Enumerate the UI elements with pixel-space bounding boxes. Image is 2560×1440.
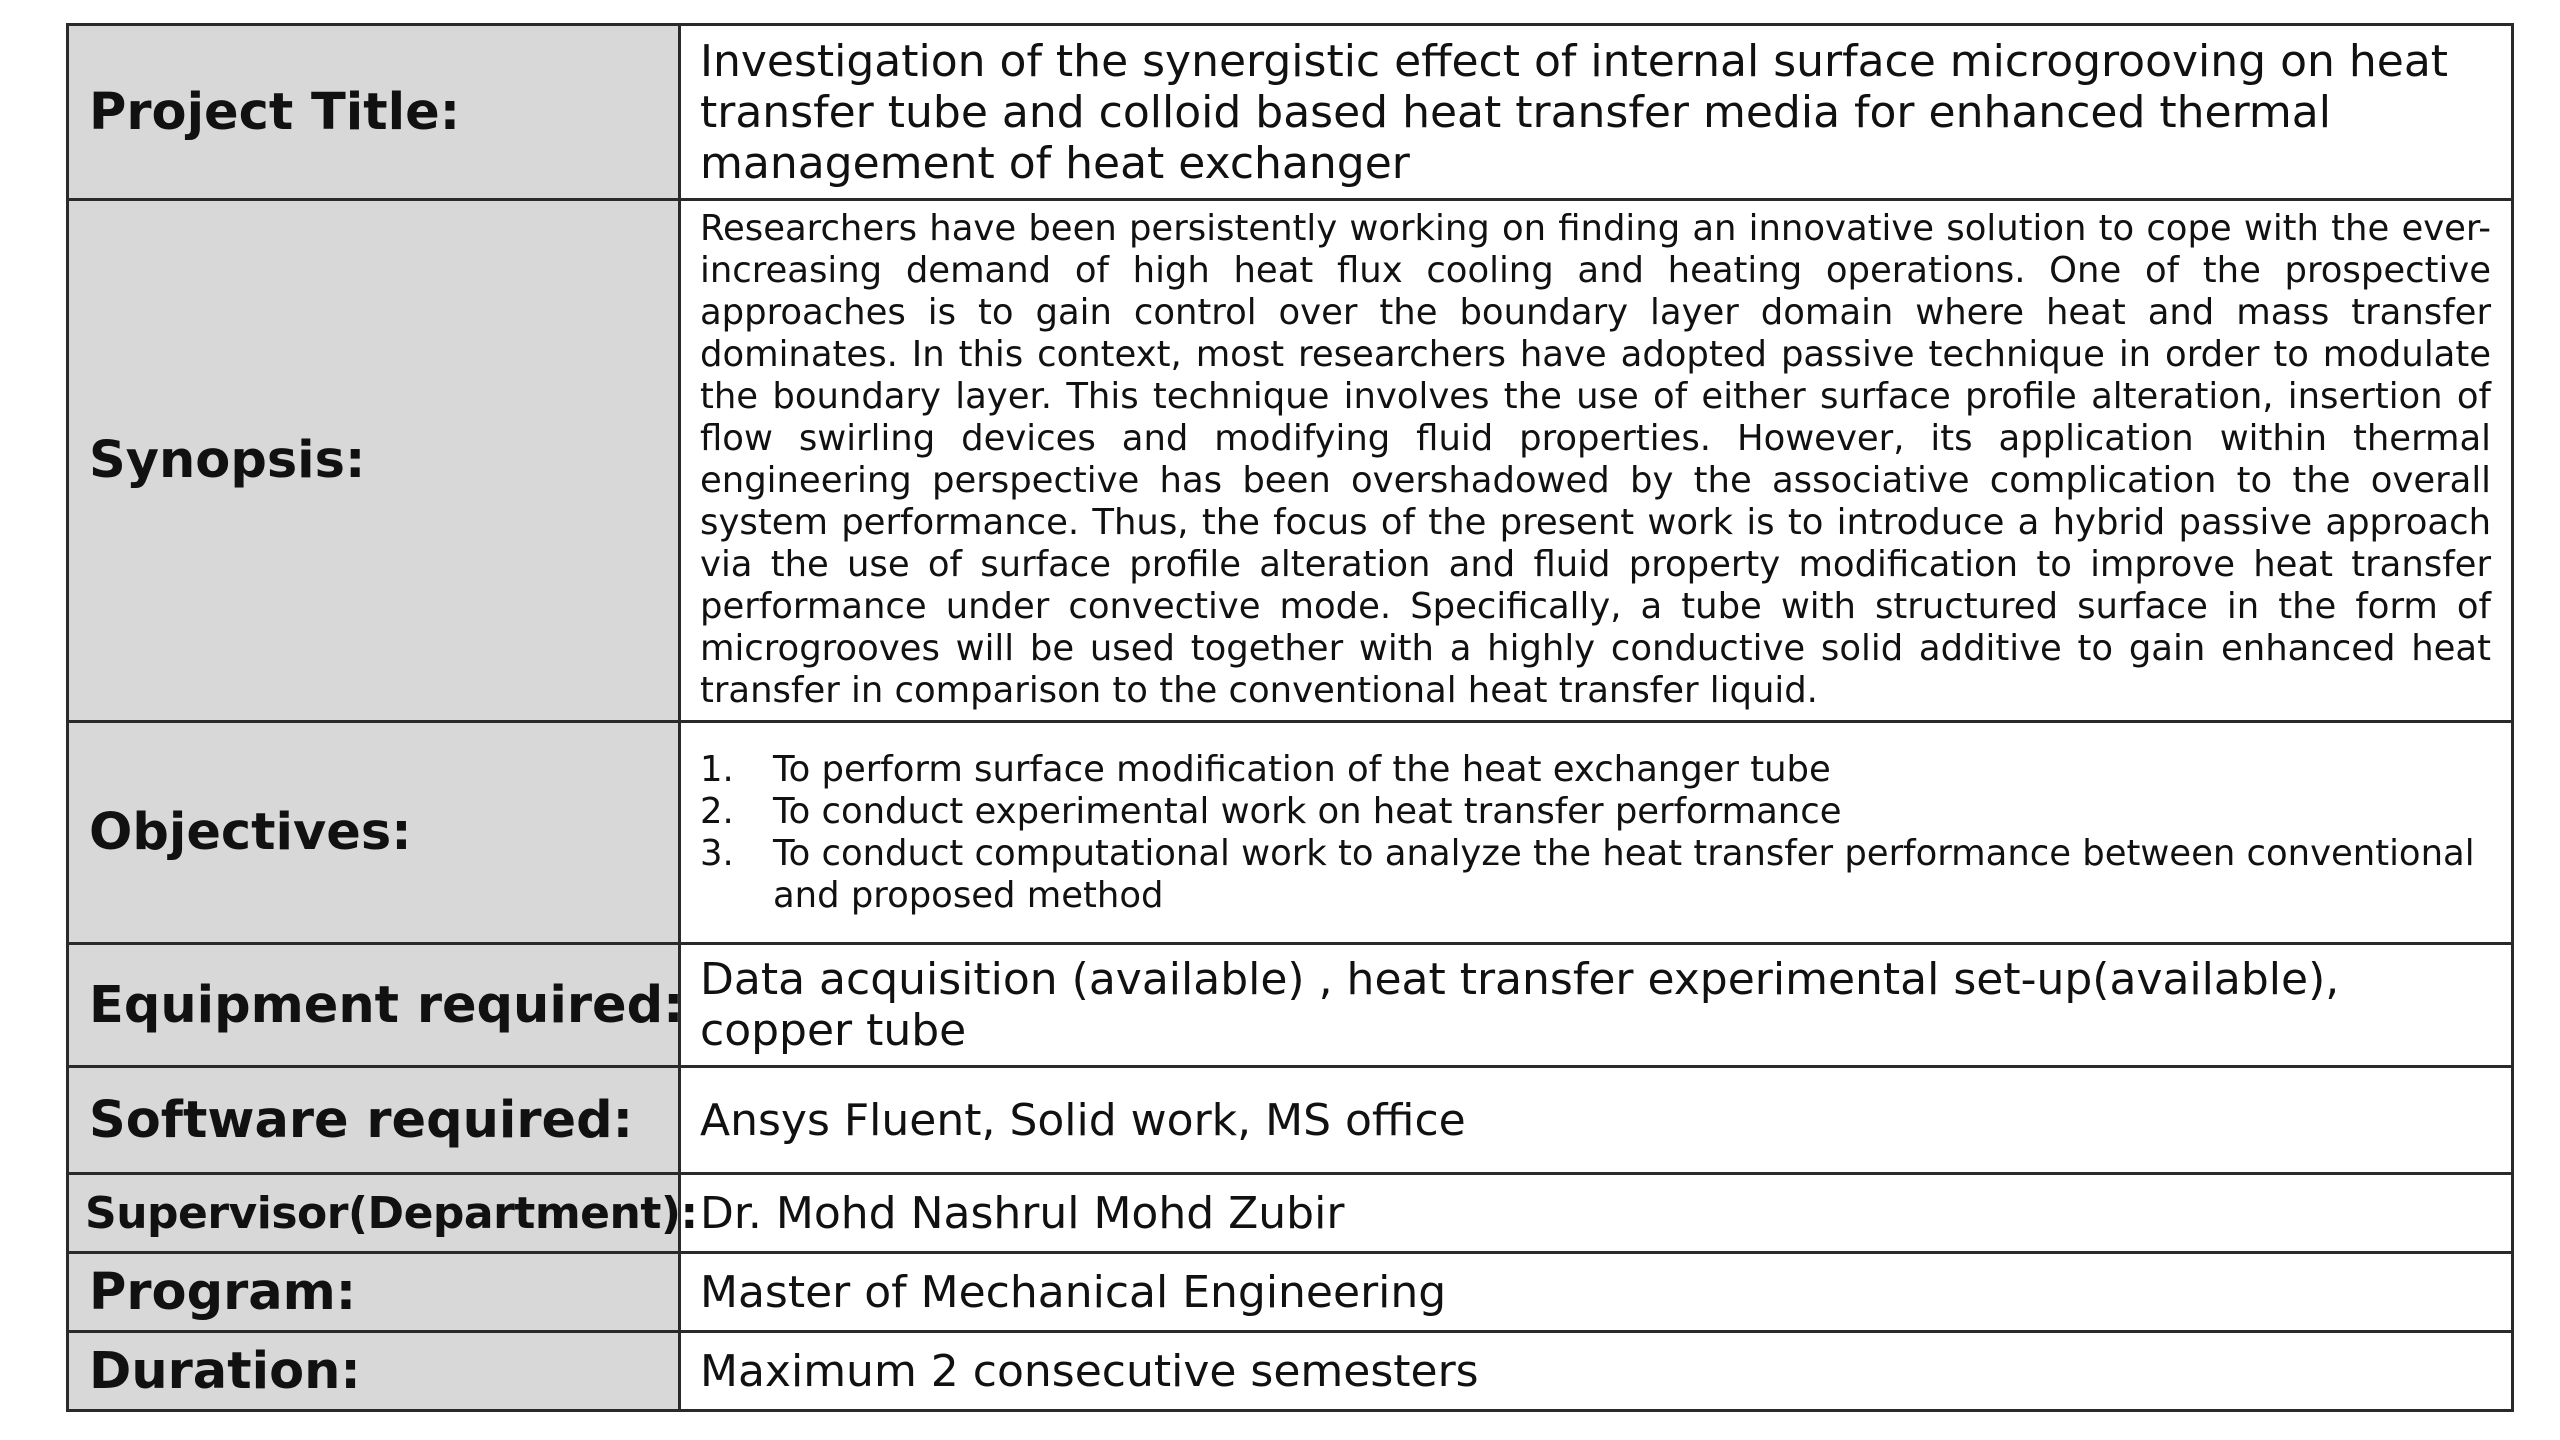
objective-text: To perform surface modification of the heat exchanger tube xyxy=(773,748,1831,790)
objective-text: To conduct computational work to analyze the heat transfer performance between conventional and proposed method xyxy=(773,832,2475,916)
synopsis-text: Researchers have been persistently working on finding an innovative solution to cope with the ever-increasing demand of high heat flux cooling and heating operations. One of the prospective approaches is to gain control over the boundary layer domain where heat and mass transfer dominates. In this context, most researchers have adopted passive technique in order to modulate the boundary layer. This technique involves the use of either surface profile alteration, insertion of flow swirling devices and modifying fluid properties. However, its application within thermal engineering perspective has been overshadowed by the associative complication to the overall system performance. Thus, the focus of the present work is to introduce a hybrid passive approach via the use of surface profile alteration and fluid property modification to improve heat transfer performance under convective mode. Specifically, a tube with structured surface in the form of microgrooves will be used together with a highly conductive solid additive to gain enhanced heat transfer in comparison to the conventional heat transfer liquid. xyxy=(700,207,2491,711)
table-row-supervisor xyxy=(68,1174,2513,1253)
software-value: Ansys Fluent, Solid work, MS office xyxy=(680,1067,2513,1174)
objective-item xyxy=(700,749,2491,791)
program-label: Program: xyxy=(68,1253,680,1332)
objective-number: 1. xyxy=(700,748,734,790)
synopsis-cell xyxy=(680,200,2513,722)
supervisor-value: Dr. Mohd Nashrul Mohd Zubir xyxy=(680,1174,2513,1253)
duration-value: Maximum 2 consecutive semesters xyxy=(680,1332,2513,1411)
table-row-program xyxy=(68,1253,2513,1332)
objectives-cell xyxy=(680,722,2513,944)
table-row-objectives xyxy=(68,722,2513,944)
program-value: Master of Mechanical Engineering xyxy=(680,1253,2513,1332)
project-info-table xyxy=(66,23,2514,1412)
duration-label: Duration: xyxy=(68,1332,680,1411)
project-title-label: Project Title: xyxy=(68,25,680,200)
table-row-equipment xyxy=(68,944,2513,1067)
synopsis-label: Synopsis: xyxy=(68,200,680,722)
table-row-project-title xyxy=(68,25,2513,200)
equipment-label: Equipment required: xyxy=(68,944,680,1067)
software-label: Software required: xyxy=(68,1067,680,1174)
objective-item xyxy=(700,791,2491,833)
objective-text: To conduct experimental work on heat transfer performance xyxy=(773,790,1842,832)
table-row-software xyxy=(68,1067,2513,1174)
table-row-duration xyxy=(68,1332,2513,1411)
table-row-synopsis xyxy=(68,200,2513,722)
objective-number: 2. xyxy=(700,790,734,832)
supervisor-label: Supervisor(Department): xyxy=(68,1174,680,1253)
equipment-value: Data acquisition (available) , heat transfer experimental set-up(available), copper tube xyxy=(680,944,2513,1067)
project-info-sheet xyxy=(66,23,2514,1412)
objective-item xyxy=(700,833,2491,917)
objectives-label: Objectives: xyxy=(68,722,680,944)
objectives-list xyxy=(700,725,2491,941)
project-title-value: Investigation of the synergistic effect of internal surface microgrooving on heat transfer tube and colloid based heat transfer media for enhanced thermal management of heat exchanger xyxy=(680,25,2513,200)
objective-number: 3. xyxy=(700,832,734,874)
